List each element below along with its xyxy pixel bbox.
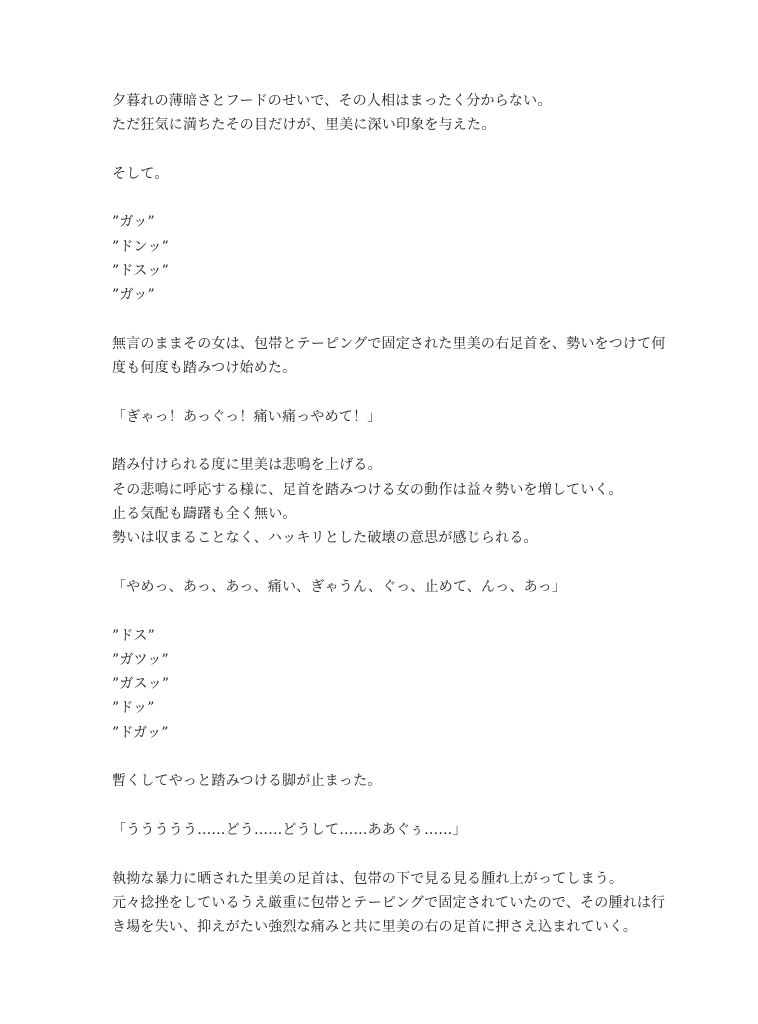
paragraph-gap (112, 794, 702, 818)
text-line: 度も何度も踏みつけ始めた。 (112, 360, 297, 377)
paragraph-gap (112, 186, 702, 210)
paragraph-gap (112, 138, 702, 162)
paragraph-gap (112, 429, 702, 453)
text-line: ”ガツッ” (112, 651, 169, 668)
paragraph (112, 575, 702, 599)
text-line: 踏み付けられる度に里美は悲鳴を上げる。 (112, 457, 382, 474)
text-line: 「ううううう……どう……どうして……ああぐぅ……」 (112, 821, 467, 838)
text-line: ”ドス” (112, 627, 155, 644)
text-line: 勢いは収まることなく、ハッキリとした破壊の意思が感じられる。 (112, 530, 538, 547)
paragraph (112, 162, 702, 186)
text-line: 夕暮れの薄暗さとフードのせいで、その人相はまったく分からない。 (112, 93, 552, 109)
paragraph (112, 405, 702, 429)
text-line: そして。 (112, 165, 169, 182)
text-line: ”ドッ” (112, 700, 155, 717)
paragraph-gap (112, 308, 702, 332)
paragraph (112, 453, 702, 550)
text-line: ”ドガッ” (112, 724, 169, 741)
text-line: その悲鳴に呼応する様に、足首を踏みつける女の動作は益々勢いを増していく。 (112, 481, 623, 498)
text-line: ”ガスッ” (112, 676, 170, 693)
text-line: ただ狂気に満ちたその目だけが、里美に深い印象を与えた。 (112, 117, 496, 134)
paragraph-gap (112, 551, 702, 575)
paragraph (112, 624, 702, 745)
paragraph-gap (112, 381, 702, 405)
paragraph (112, 332, 702, 381)
paragraph (112, 210, 702, 307)
paragraph (112, 818, 702, 842)
paragraph-gap (112, 745, 702, 769)
text-line: 執拗な暴力に晒された里美の足首は、包帯の下で見る見る腫れ上がってしまう。 (112, 870, 624, 887)
text-line: き場を失い、抑えがたい強烈な痛みと共に里美の右の足首に押さえ込まれていく。 (112, 919, 638, 936)
text-line: 「やめっ、あっ、あっ、痛い、ぎゃうん、ぐっ、止めて、んっ、あっ」 (112, 578, 567, 595)
text-line: ”ガッ” (112, 287, 155, 304)
text-line: 止る気配も躊躇も全く無い。 (112, 506, 297, 523)
paragraph (112, 89, 702, 138)
paragraph (112, 867, 702, 940)
text-line: 暫くしてやっと踏みつける脚が止まった。 (112, 773, 382, 790)
paragraph-gap (112, 599, 702, 623)
text-line: ”ガッ” (112, 214, 155, 231)
text-line: 「ぎゃっ！あっぐっ！痛い痛っやめて！」 (112, 408, 382, 425)
story-text-body (112, 89, 702, 939)
text-line: 無言のままその女は、包帯とテーピングで固定された里美の右足首を、勢いをつけて何 (112, 335, 666, 352)
text-line: ”ドスッ” (112, 263, 170, 280)
text-line: ”ドンッ” (112, 238, 170, 255)
text-line: 元々捻挫をしているうえ厳重に包帯とテーピングで固定されていたので、その腫れは行 (112, 894, 666, 911)
paragraph (112, 769, 702, 793)
paragraph-gap (112, 842, 702, 866)
